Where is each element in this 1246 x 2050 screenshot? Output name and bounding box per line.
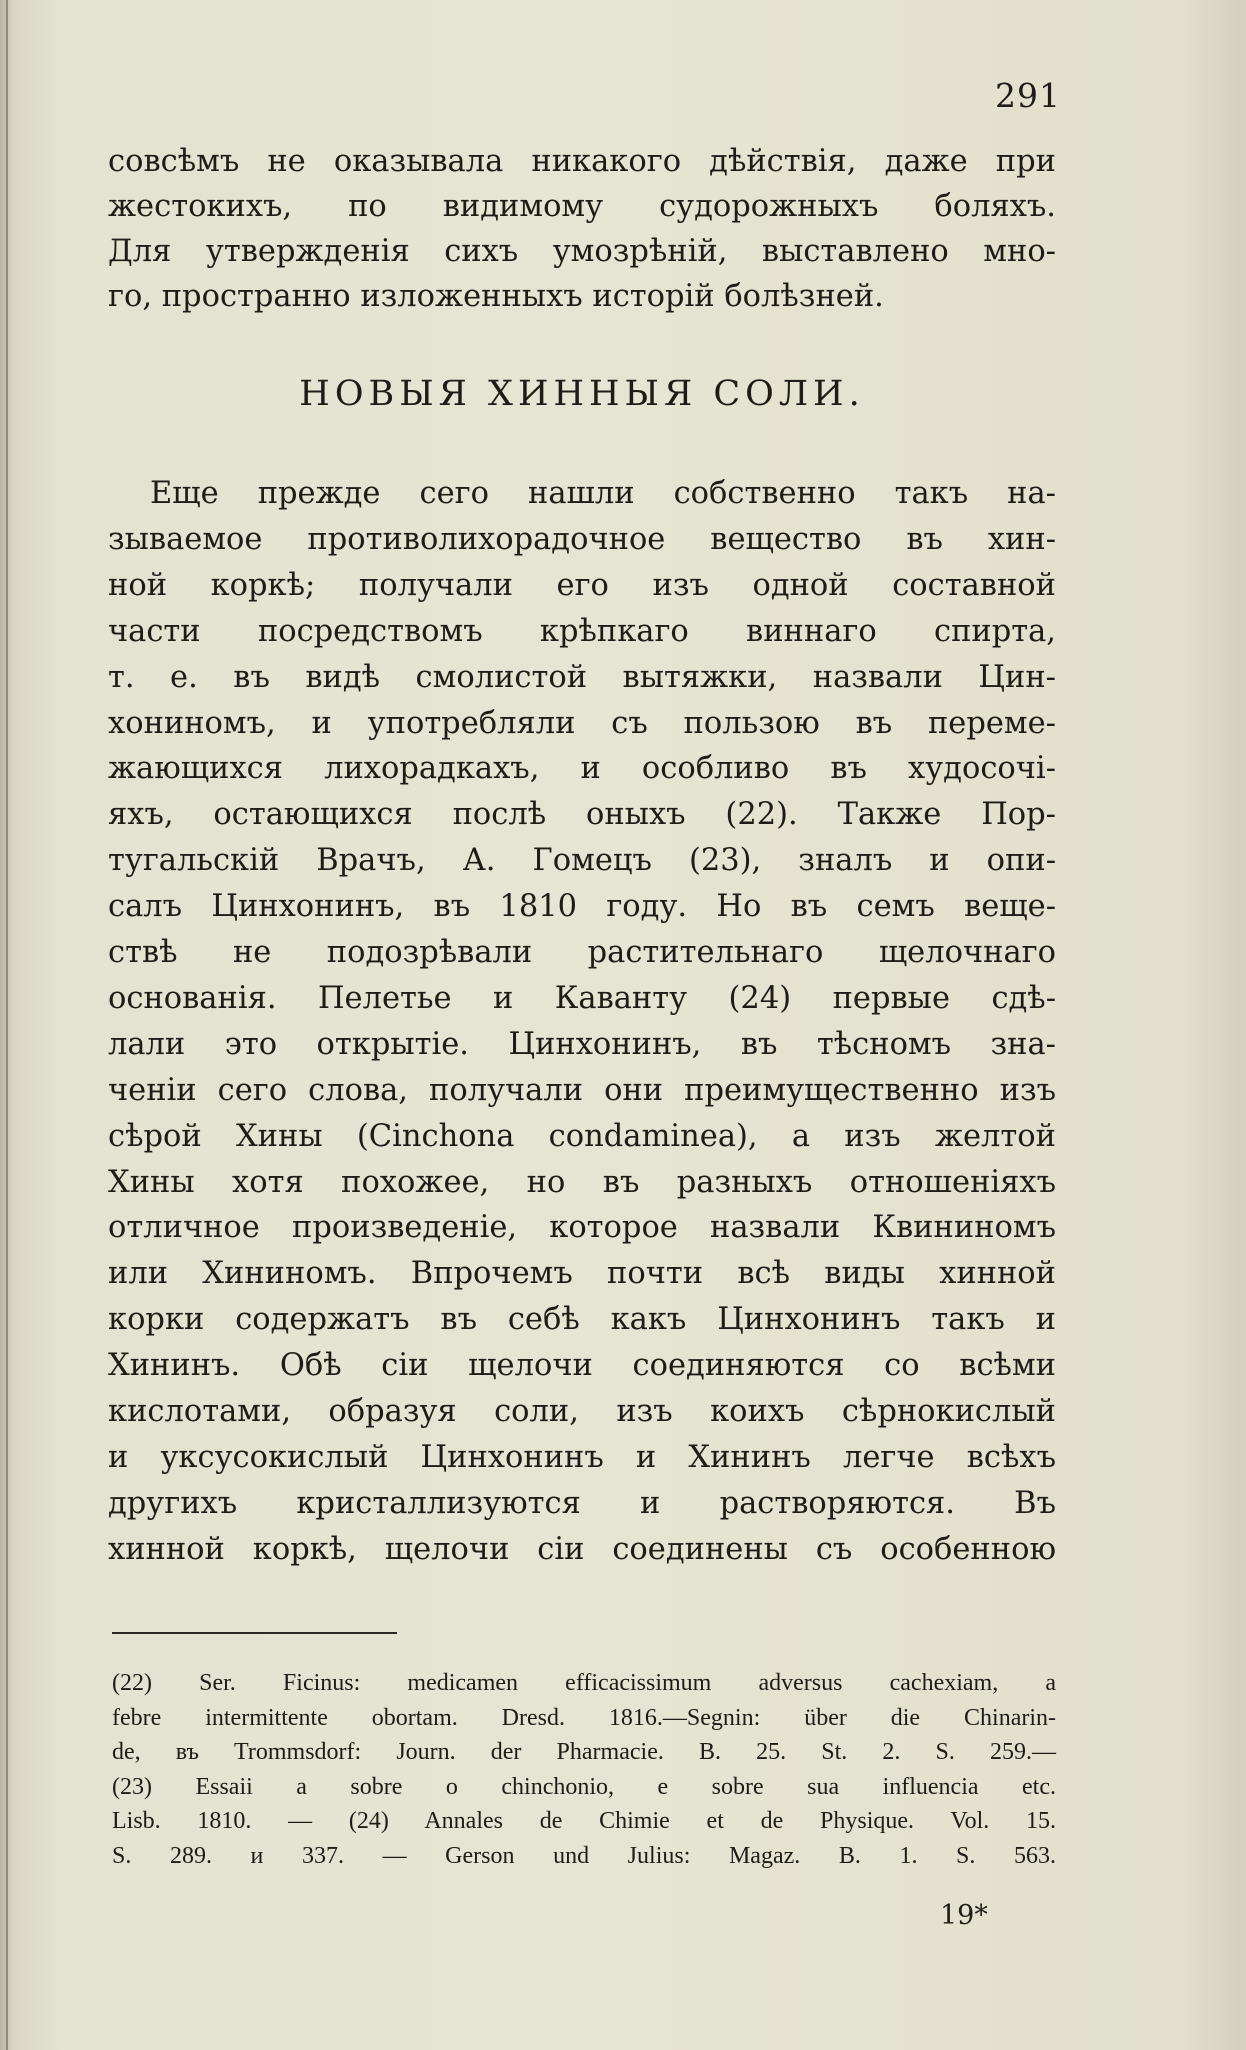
footnotes-line: de, въ Trommsdorf: Journ. der Pharmacie. B. 25. St. 2. S. 259.— — [112, 1739, 1056, 1765]
main-paragraph-line: части посредствомъ крѣпкаго виннаго спирта, — [108, 613, 1056, 649]
top-paragraph-line: совсѣмъ не оказывала никакого дѣйствія, даже при — [108, 144, 1056, 179]
main-paragraph-line: яхъ, остающихся послѣ оныхъ (22). Также Пор- — [108, 797, 1056, 833]
main-paragraph-line: ченіи сего слова, получали они преимущественно изъ — [108, 1072, 1056, 1108]
main-paragraph-line: другихъ кристаллизуются и растворяются. Въ — [108, 1485, 1056, 1521]
main-paragraph-line: основанія. Пелетье и Каванту (24) первые сдѣ- — [108, 980, 1056, 1016]
footnotes-line: S. 289. и 337. — Gerson und Julius: Magaz. B. 1. S. 563. — [112, 1842, 1056, 1869]
binding-edge — [6, 0, 8, 2050]
main-paragraph-line: и уксусокислый Цинхонинъ и Хининъ легче всѣхъ — [108, 1439, 1056, 1475]
main-paragraph-line: Хининъ. Обѣ сіи щелочи соединяются со всѣми — [108, 1348, 1056, 1384]
main-paragraph-line: тугальскій Врачъ, А. Гомецъ (23), зналъ и опи- — [108, 843, 1056, 879]
main-paragraph-line: лали это открытіе. Цинхонинъ, въ тѣсномъ зна- — [108, 1026, 1056, 1062]
main-paragraph-line: корки содержатъ въ себѣ какъ Цинхонинъ такъ и — [108, 1302, 1056, 1338]
main-paragraph-line: сѣрой Хины (Cinchona condaminea), а изъ желтой — [108, 1118, 1056, 1154]
main-paragraph-line: кислотами, образуя соли, изъ коихъ сѣрнокислый — [108, 1394, 1056, 1429]
main-paragraph-line: или Хининомъ. Впрочемъ почти всѣ виды хинной — [108, 1256, 1056, 1292]
main-paragraph-line: салъ Цинхонинъ, въ 1810 году. Но въ семъ веще- — [108, 889, 1056, 925]
main-paragraph-line: Еще прежде сего нашли собственно такъ на- — [150, 476, 1056, 511]
main-paragraph-line: т. е. въ видѣ смолистой вытяжки, назвали Цин- — [108, 659, 1056, 695]
footnotes-line: (22) Ser. Ficinus: medicamen efficacissimum adversus cachexiam, a — [112, 1670, 1056, 1696]
signature-mark: 19* — [940, 1900, 988, 1931]
top-paragraph-line: го, пространно изложенныхъ исторій болѣзней. — [108, 279, 884, 314]
footnotes-line: (23) Essaii a sobre o chinchonio, e sobre sua influencia etc. — [112, 1773, 1056, 1800]
main-paragraph-line: отличное произведеніе, которое назвали Квининомъ — [108, 1210, 1056, 1246]
footnote-divider — [112, 1632, 397, 1634]
main-paragraph-line: хониномъ, и употребляли съ пользою въ переме- — [108, 705, 1056, 741]
footnotes-line: febre intermittente obortam. Dresd. 1816.—Segnin: über die Chinarin- — [112, 1704, 1056, 1731]
page-number: 291 — [995, 76, 1061, 115]
main-paragraph-line: Хины хотя похожее, но въ разныхъ отношеніяхъ — [108, 1164, 1056, 1200]
main-paragraph-line: зываемое противолихорадочное вещество въ хин- — [108, 521, 1056, 557]
main-paragraph-line: хинной коркѣ, щелочи сіи соединены съ особенною — [108, 1531, 1056, 1567]
top-paragraph-line: жестокихъ, по видимому судорожныхъ боляхъ. — [108, 189, 1056, 224]
main-paragraph-line: ствѣ не подозрѣвали растительнаго щелочнаго — [108, 935, 1056, 970]
footnotes-line: Lisb. 1810. — (24) Annales de Chimie et de Physique. Vol. 15. — [112, 1808, 1056, 1834]
section-heading: НОВЫЯ ХИННЫЯ СОЛИ. — [299, 374, 865, 414]
top-paragraph-line: Для утвержденія сихъ умозрѣній, выставлено мно- — [108, 234, 1056, 269]
main-paragraph-line: ной коркѣ; получали его изъ одной составной — [108, 567, 1056, 603]
main-paragraph-line: жающихся лихорадкахъ, и особливо въ худосочі- — [108, 751, 1056, 787]
